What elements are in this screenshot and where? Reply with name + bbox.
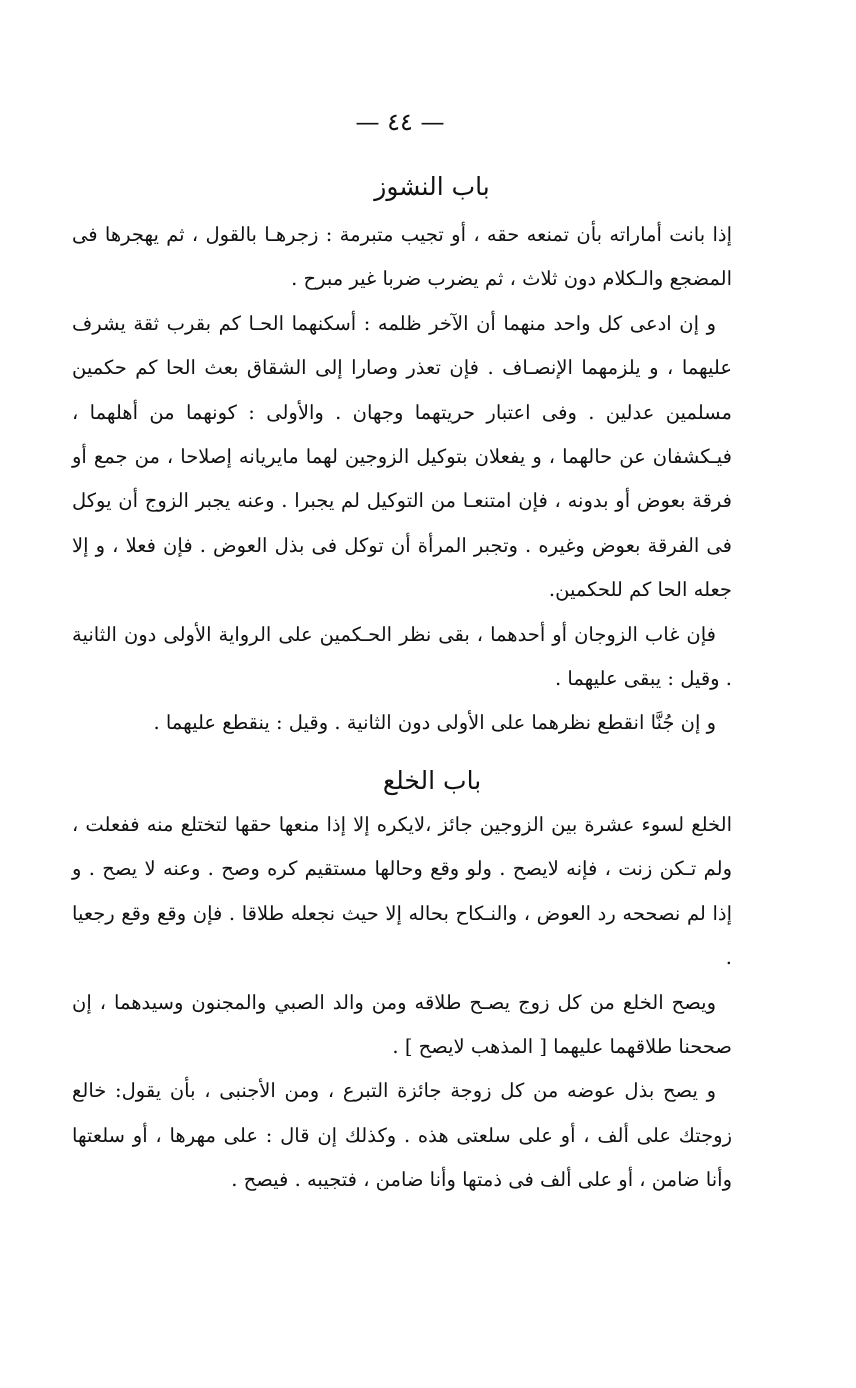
paragraph: و يصح بذل عوضه من كل زوجة جائزة التبرع ، ومن الأجنبى ، بأن يقول: خالع زوجتك على ألف ، أو على سلعتى هذه . وكذلك إن قال : على مهرها ، أو سلعتها وأنا ضامن ، أو على ألف فى ذمتها وأنا ضامن ، فتجيبه . فيصح . bbox=[72, 1079, 732, 1192]
section-heading-nushuz: باب النشوز bbox=[374, 172, 490, 201]
paragraph: و إن جُنَّا انقطع نظرهما على الأولى دون الثانية . وقيل : ينقطع عليهما . bbox=[153, 711, 716, 735]
paragraph: ويصح الخلع من كل زوج يصـح طلاقه ومن والد الصبي والمجنون وسيدهما ، إن صححنا طلاقهما عليهما [ المذهب لايصح ] . bbox=[72, 990, 732, 1058]
page-number: — ٤٤ — bbox=[355, 108, 445, 136]
section-heading-khul: باب الخلع bbox=[382, 765, 482, 795]
paragraph: و إن ادعى كل واحد منهما أن الآخر ظلمه : أسكنهما الحـا كم بقرب ثقة يشرف عليهما ، و يلزمهما الإنصـاف . فإن تعذر وصارا إلى الشقاق بعث الحا كم حكمين مسلمين عدلين . وفى اعتبار حريتهما وجهان . والأولى : كونهما من أهلهما ، فيـكشفان عن حالهما ، و يفعلان بتوكيل الزوجين لهما مايريانه إصلاحا ، من جمع أو فرقة بعوض أو بدونه ، فإن امتنعـا من التوكيل لم يجبرا . وعنه يجبر الزوج أن يوكل فى الفرقة بعوض وغيره . وتجبر المرأة أن توكل فى بذل العوض . فإن فعلا ، و إلا جعله الحا كم للحكمين. bbox=[72, 311, 732, 602]
paragraph: إذا بانت أماراته بأن تمنعه حقه ، أو تجيب متبرمة : زجرهـا بالقول ، ثم يهجرها فى المضجع والـكلام دون ثلاث ، ثم يضرب ضربا غير مبرح . bbox=[72, 223, 732, 291]
body-text bbox=[72, 172, 732, 1203]
paragraph: الخلع لسوء عشرة بين الزوجين جائز ،لايكره إلا إذا منعها حقها لتختلع منه ففعلت ، ولم تـكن زنت ، فإنه لايصح . ولو وقع وحالها مستقيم كره وصح . وعنه لا يصح . و إذا لم نصححه رد العوض ، والنـكاح بحاله إلا حيث نجعله طلاقا . فإن وقع وقع رجعيا . bbox=[72, 812, 732, 970]
paragraph: فإن غاب الزوجان أو أحدهما ، بقى نظر الحـكمين على الرواية الأولى دون الثانية . وقيل : يبقى عليهما . bbox=[72, 622, 732, 691]
